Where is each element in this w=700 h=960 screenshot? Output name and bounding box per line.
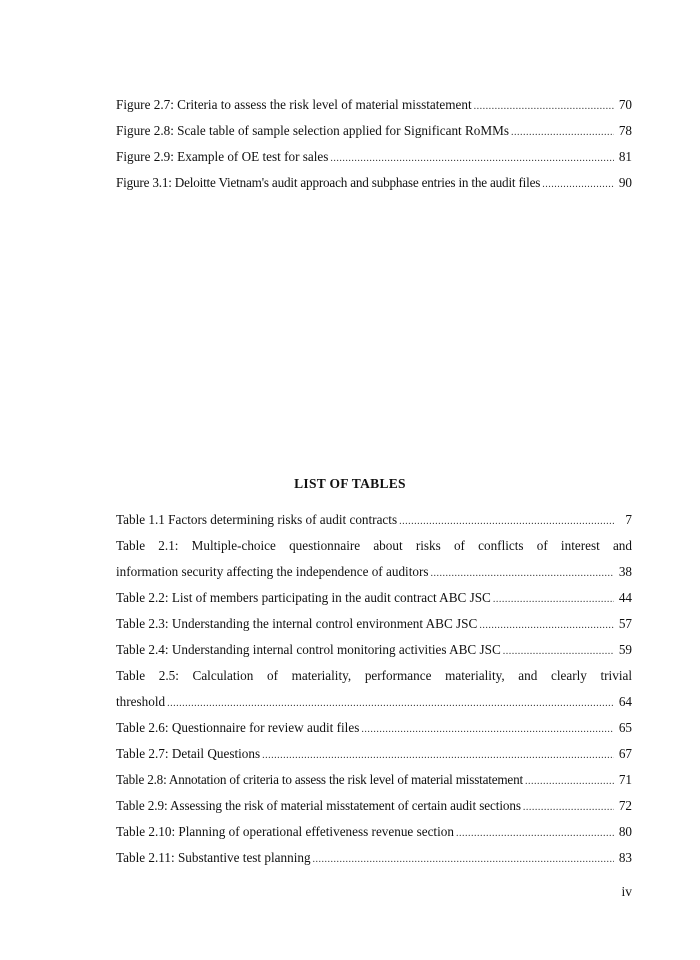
toc-entry-figure-3-1[interactable]	[116, 170, 632, 196]
toc-entry-label-line1: Table 2.5: Calculation of materiality, performance materiality, and clearly trivial	[116, 668, 632, 683]
toc-entry-figure-2-7[interactable]	[116, 92, 632, 118]
dot-leader	[493, 589, 614, 611]
dot-leader	[525, 771, 614, 793]
toc-entry-label: Table 2.11: Substantive test planning	[116, 850, 311, 865]
toc-entry-label: Table 2.4: Understanding internal control monitoring activities ABC JSC	[116, 642, 501, 657]
toc-entry-page: 70	[618, 97, 632, 112]
toc-entry-label: Table 2.6: Questionnaire for review audit files	[116, 720, 360, 735]
toc-entry-label: Table 2.7: Detail Questions	[116, 746, 261, 761]
toc-entry-label: Table 2.10: Planning of operational effetiveness revenue section	[116, 824, 454, 839]
dot-leader	[313, 849, 614, 871]
toc-entry-label: Figure 2.7: Criteria to assess the risk level of material misstatement	[116, 97, 472, 112]
toc-entry-label: threshold	[116, 694, 166, 709]
dot-leader	[542, 174, 614, 196]
toc-entry-page: 90	[618, 175, 632, 190]
toc-entry-label: Figure 2.8: Scale table of sample selection applied for Significant RoMMs	[116, 123, 509, 138]
dot-leader	[361, 719, 614, 741]
dot-leader	[430, 563, 614, 585]
toc-entry-page: 81	[618, 149, 632, 164]
toc-entry-table-2-6[interactable]	[116, 715, 632, 741]
toc-entry-table-2-3[interactable]	[116, 611, 632, 637]
toc-entry-label: Table 2.2: List of members participating in the audit contract ABC JSC	[116, 590, 491, 605]
toc-entry-label-line1: Table 2.1: Multiple-choice questionnaire about risks of conflicts of interest and	[116, 538, 632, 553]
toc-entry-label: Table 2.9: Assessing the risk of material misstatement of certain audit sections	[116, 798, 521, 813]
list-of-tables-heading: LIST OF TABLES	[294, 476, 406, 491]
toc-entry-page: 38	[618, 564, 632, 579]
dot-leader	[167, 693, 614, 715]
toc-entry-table-2-7[interactable]	[116, 741, 632, 767]
dot-leader	[456, 823, 614, 845]
toc-entry-page: 65	[618, 720, 632, 735]
toc-entry-label: Table 2.3: Understanding the internal control environment ABC JSC	[116, 616, 478, 631]
dot-leader	[399, 511, 614, 533]
dot-leader	[262, 745, 614, 767]
toc-entry-page: 64	[618, 694, 632, 709]
dot-leader	[503, 641, 614, 663]
toc-entry-page: 44	[618, 590, 632, 605]
toc-entry-page: 80	[618, 824, 632, 839]
toc-entry-figure-2-8[interactable]	[116, 118, 632, 144]
toc-entry-table-2-5[interactable]	[116, 663, 632, 715]
toc-entry-table-2-10[interactable]	[116, 819, 632, 845]
page-number: iv	[621, 884, 632, 899]
list-of-tables	[116, 507, 632, 871]
dot-leader	[474, 96, 614, 118]
toc-entry-label: Figure 2.9: Example of OE test for sales	[116, 149, 329, 164]
toc-entry-table-2-8[interactable]	[116, 767, 632, 793]
toc-entry-table-2-1[interactable]	[116, 533, 632, 585]
toc-entry-label: Table 2.8: Annotation of criteria to assess the risk level of material misstatement	[116, 772, 523, 787]
toc-entry-label: Figure 3.1: Deloitte Vietnam's audit approach and subphase entries in the audit files	[116, 175, 541, 190]
toc-entry-table-2-4[interactable]	[116, 637, 632, 663]
toc-entry-page: 59	[618, 642, 632, 657]
dot-leader	[511, 122, 614, 144]
dot-leader	[523, 797, 614, 819]
dot-leader	[479, 615, 614, 637]
toc-entry-table-1-1[interactable]	[116, 507, 632, 533]
toc-entry-page: 67	[618, 746, 632, 761]
toc-entry-table-2-9[interactable]	[116, 793, 632, 819]
list-of-figures	[116, 92, 632, 196]
toc-entry-label: Table 1.1 Factors determining risks of audit contracts	[116, 512, 398, 527]
dot-leader	[330, 148, 614, 170]
toc-entry-table-2-11[interactable]	[116, 845, 632, 871]
toc-entry-figure-2-9[interactable]	[116, 144, 632, 170]
toc-entry-page: 71	[618, 772, 632, 787]
toc-entry-page: 78	[618, 123, 632, 138]
toc-entry-page: 57	[618, 616, 632, 631]
toc-entry-page: 72	[618, 798, 632, 813]
toc-entry-table-2-2[interactable]	[116, 585, 632, 611]
toc-entry-page: 7	[625, 512, 632, 527]
toc-entry-page: 83	[618, 850, 632, 865]
toc-entry-label: information security affecting the independence of auditors	[116, 564, 429, 579]
